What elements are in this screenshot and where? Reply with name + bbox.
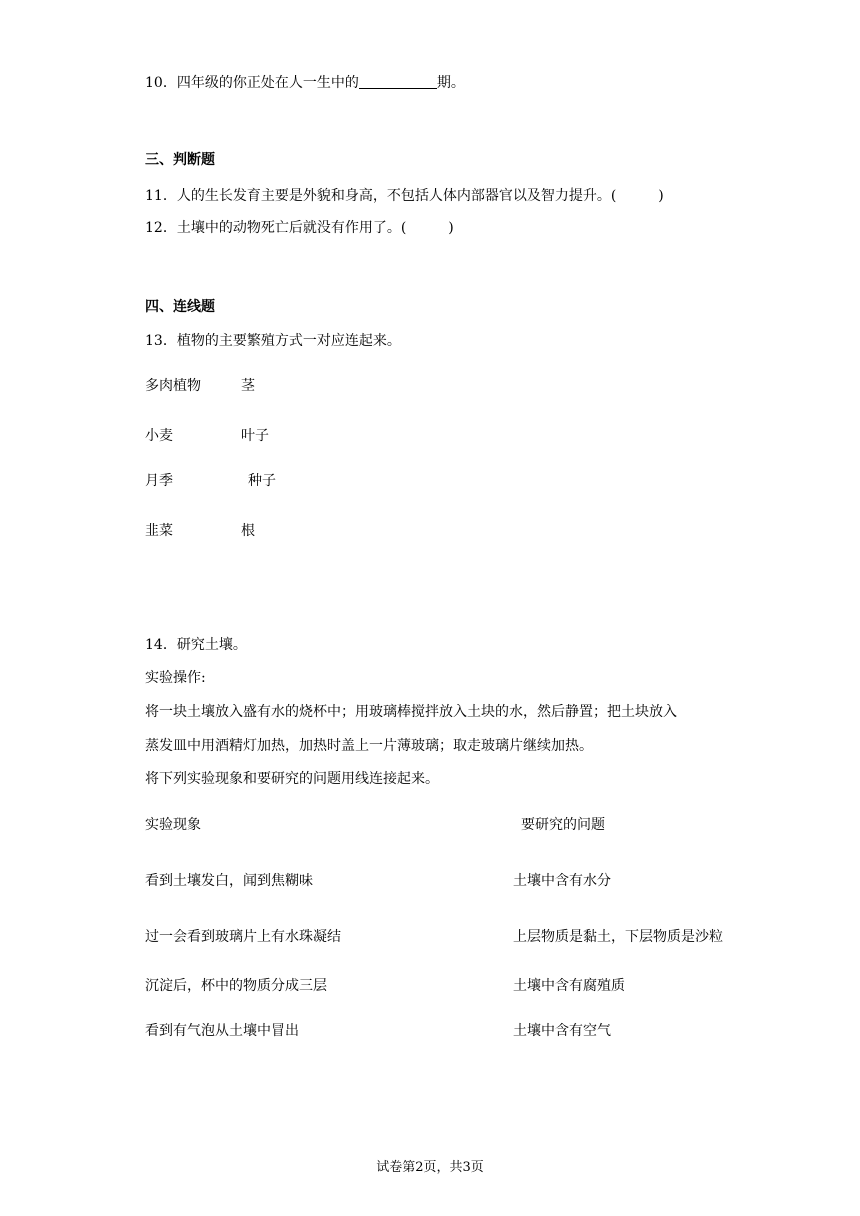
plant-left-item[interactable]: 月季	[145, 473, 173, 489]
research-question-item[interactable]: 上层物质是黏土，下层物质是沙粒	[513, 929, 723, 945]
question-text: 研究土壤。	[176, 637, 247, 653]
method-right-item[interactable]: 根	[241, 523, 255, 539]
research-question-item[interactable]: 土壤中含有空气	[513, 1023, 611, 1039]
phenomenon-item[interactable]: 过一会看到玻璃片上有水珠凝结	[145, 929, 341, 945]
instruction-text: 将下列实验现象和要研究的问题用线连接起来。	[145, 771, 439, 787]
paren-close: )	[658, 188, 664, 204]
phenomenon-item[interactable]: 沉淀后，杯中的物质分成三层	[145, 978, 327, 994]
question-11	[145, 186, 664, 206]
question-number: 11．	[145, 188, 177, 204]
page-footer: 试卷第2页，共3页	[376, 1160, 484, 1175]
phenomenon-item[interactable]: 看到有气泡从土壤中冒出	[145, 1023, 299, 1039]
paren-close: )	[448, 220, 454, 236]
column-header-questions: 要研究的问题	[521, 817, 605, 833]
section-title-judgement: 三、判断题	[145, 152, 215, 168]
question-text: 植物的主要繁殖方式一对应连起来。	[176, 333, 401, 349]
operation-text-line2: 蒸发皿中用酒精灯加热，加热时盖上一片薄玻璃；取走玻璃片继续加热。	[145, 738, 593, 754]
question-10	[145, 73, 465, 93]
phenomenon-item[interactable]: 看到土壤发白，闻到焦糊味	[145, 873, 313, 889]
plant-left-item[interactable]: 小麦	[145, 428, 173, 444]
method-right-item[interactable]: 种子	[248, 473, 276, 489]
section-title-matching: 四、连线题	[145, 299, 215, 315]
question-text: 人的生长发育主要是外貌和身高，不包括人体内部器官以及智力提升。(	[176, 188, 617, 204]
question-text: 土壤中的动物死亡后就没有作用了。(	[176, 220, 407, 236]
question-number: 12．	[145, 220, 177, 236]
question-number: 10．	[145, 75, 177, 91]
plant-left-item[interactable]: 韭菜	[145, 523, 173, 539]
operation-label: 实验操作:	[145, 670, 206, 686]
question-14	[145, 635, 247, 655]
question-13	[145, 331, 401, 351]
method-right-item[interactable]: 茎	[241, 378, 255, 394]
question-12	[145, 218, 454, 238]
answer-blank[interactable]	[359, 74, 437, 89]
method-right-item[interactable]: 叶子	[241, 428, 269, 444]
research-question-item[interactable]: 土壤中含有腐殖质	[513, 978, 625, 994]
plant-left-item[interactable]: 多肉植物	[145, 378, 201, 394]
column-header-phenomena: 实验现象	[145, 817, 201, 833]
question-text-end: 期。	[436, 75, 465, 91]
research-question-item[interactable]: 土壤中含有水分	[513, 873, 611, 889]
question-number: 14．	[145, 637, 177, 653]
question-text: 四年级的你正处在人一生中的	[176, 75, 359, 91]
operation-text-line1: 将一块土壤放入盛有水的烧杯中；用玻璃棒搅拌放入土块的水，然后静置；把土块放入	[145, 704, 677, 720]
question-number: 13．	[145, 333, 177, 349]
